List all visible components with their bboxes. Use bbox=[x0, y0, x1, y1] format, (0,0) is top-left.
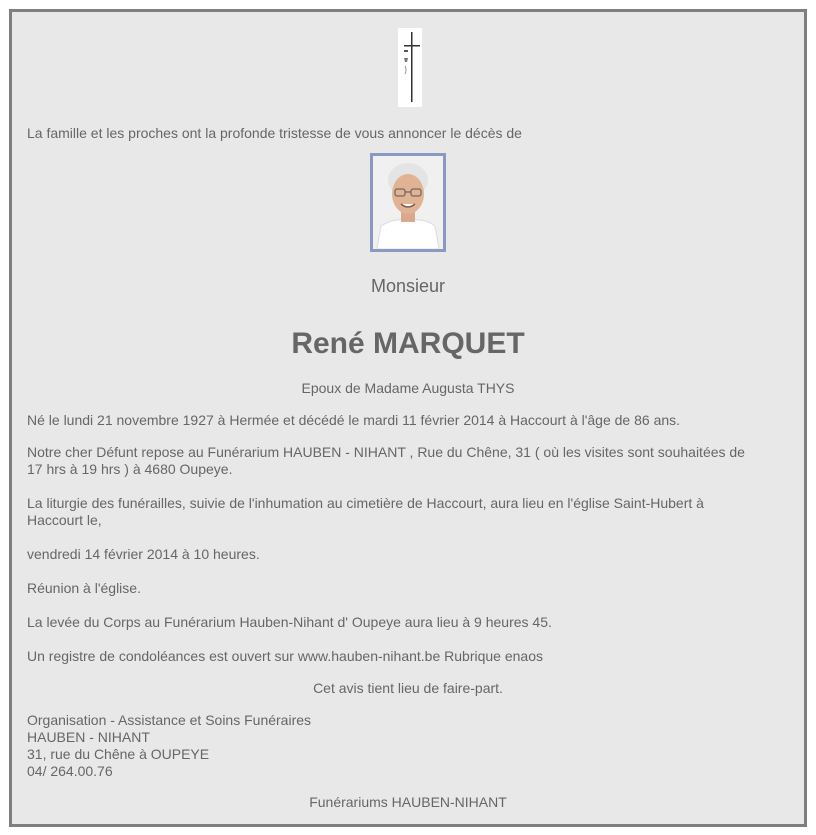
rest-location-line2: 17 hrs à 19 hrs ) à 4680 Oupeye. bbox=[27, 461, 233, 477]
liturgy-line1: La liturgie des funérailles, suivie de l'inhumation au cimetière de Haccourt, aura lieu en l'église Saint-Hubert à bbox=[27, 495, 704, 511]
footer-text: Funérariums HAUBEN-NIHANT bbox=[309, 794, 507, 810]
honorific-title: Monsieur bbox=[370, 276, 446, 296]
spouse-text: Epoux de Madame Augusta THYS bbox=[301, 380, 515, 396]
intro-text: La famille et les proches ont la profonde tristesse de vous annoncer le décès de bbox=[27, 125, 522, 141]
organization-address: 31, rue du Chêne à OUPEYE bbox=[27, 746, 210, 762]
obituary-notice bbox=[9, 9, 807, 827]
birth-death-text: Né le lundi 21 novembre 1927 à Hermée et décédé le mardi 11 février 2014 à Haccourt à l'âge de 86 ans. bbox=[27, 412, 681, 428]
organization-line2: HAUBEN - NIHANT bbox=[27, 729, 150, 745]
deceased-name: René MARQUET bbox=[291, 327, 525, 360]
meeting-text: Réunion à l'église. bbox=[27, 580, 141, 596]
liturgy-line2: Haccourt le, bbox=[27, 512, 102, 528]
faire-part-text: Cet avis tient lieu de faire-part. bbox=[313, 680, 503, 696]
funeral-date: vendredi 14 février 2014 à 10 heures. bbox=[27, 546, 260, 562]
cross-icon bbox=[398, 28, 422, 107]
organization-phone: 04/ 264.00.76 bbox=[27, 763, 113, 779]
registry-text: Un registre de condoléances est ouvert sur www.hauben-nihant.be Rubrique enaos bbox=[27, 648, 543, 664]
organization-line1: Organisation - Assistance et Soins Funéraires bbox=[27, 712, 312, 728]
portrait-photo bbox=[370, 153, 446, 252]
rest-location-line1: Notre cher Défunt repose au Funérarium HAUBEN - NIHANT , Rue du Chêne, 31 ( où les visites sont souhaitées de bbox=[27, 444, 745, 460]
levee-text: La levée du Corps au Funérarium Hauben-Nihant d' Oupeye aura lieu à 9 heures 45. bbox=[27, 614, 552, 630]
